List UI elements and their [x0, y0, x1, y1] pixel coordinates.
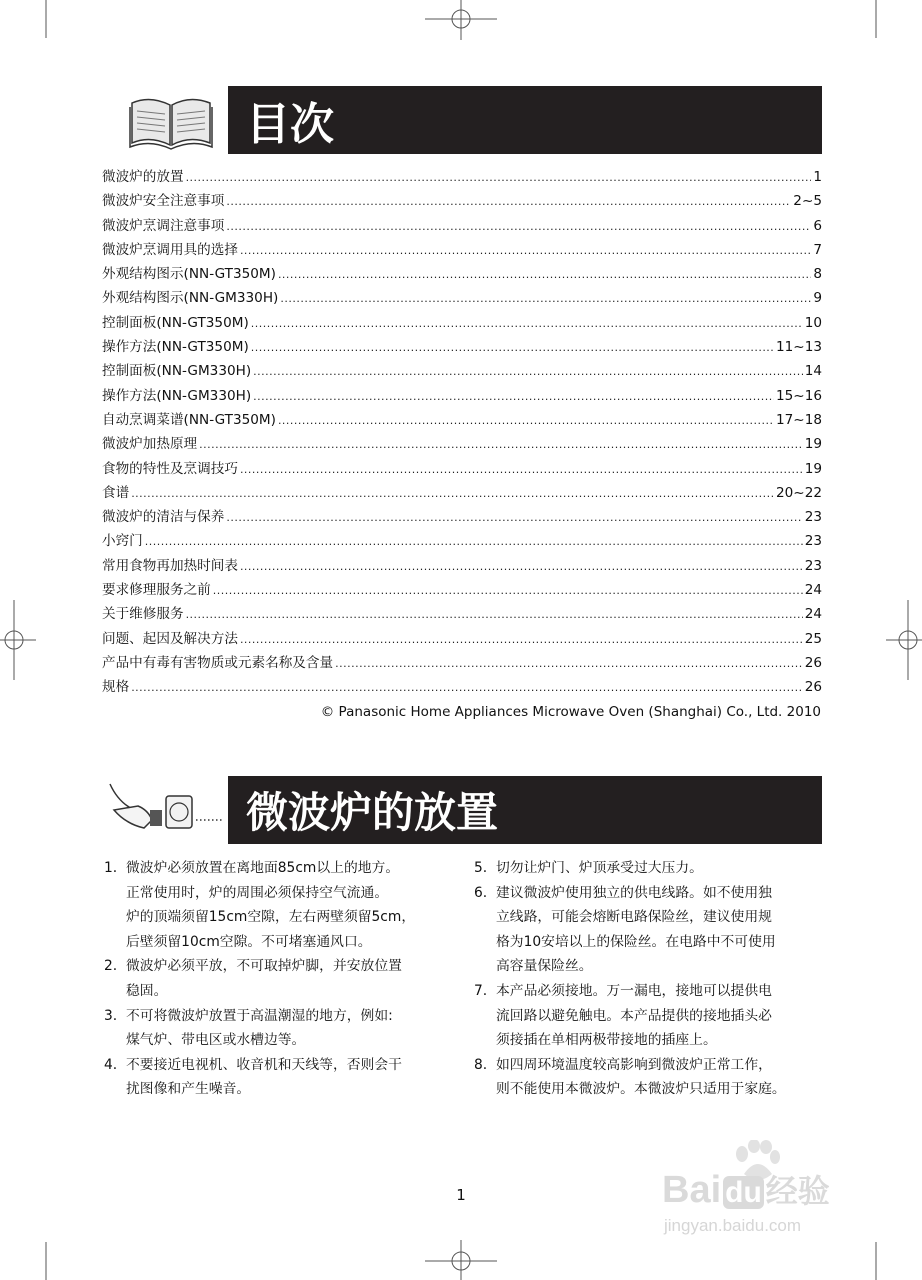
toc-entry-page: 14: [804, 363, 822, 380]
toc-leader-dots: [213, 579, 803, 603]
toc-entry-title: 要求修理服务之前: [102, 582, 211, 599]
toc-entry[interactable]: [102, 627, 822, 651]
toc-entry-page: 10: [804, 314, 822, 331]
toc-leader-dots: [199, 433, 803, 457]
list-item-number: 3.: [104, 1007, 118, 1024]
toc-entry[interactable]: [102, 457, 822, 481]
toc-entry-title: 外观结构图示(NN-GT350M): [102, 266, 276, 283]
watermark-suffix: 经验: [765, 1173, 830, 1209]
toc-entry-title: 微波炉的放置: [102, 169, 184, 185]
toc-entry[interactable]: [102, 408, 822, 432]
toc-entry-page: 2~5: [793, 193, 822, 210]
toc-entry-page: 8: [813, 266, 822, 283]
toc-entry-title: 微波炉烹调用具的选择: [102, 241, 238, 258]
toc-entry[interactable]: [102, 262, 822, 286]
list-item-number: 8.: [474, 1056, 488, 1073]
toc-entry[interactable]: [102, 238, 822, 262]
list-item-number: 1.: [104, 860, 118, 876]
toc-leader-dots: [131, 482, 774, 506]
toc-entry-title: 微波炉的清洁与保养: [102, 509, 225, 526]
list-item-text: [126, 954, 452, 1003]
toc-leader-dots: [186, 166, 812, 190]
list-item-line: 本产品必须接地。万一漏电，接地可以提供电: [496, 982, 772, 999]
plug-socket-icon: [104, 780, 224, 838]
toc-entry-title: 问题、起因及解决方法: [102, 630, 238, 647]
toc-entry[interactable]: [102, 675, 822, 699]
toc-entry-title: 外观结构图示(NN-GM330H): [102, 290, 279, 307]
list-item-line: 如四周环境温度较高影响到微波炉正常工作，: [496, 1056, 772, 1073]
watermark-brand-du: du: [725, 1176, 762, 1209]
toc-entry-page: 7: [813, 241, 822, 258]
toc-leader-dots: [186, 603, 803, 627]
page-number: 1: [456, 1186, 466, 1204]
list-item-text: [126, 1004, 452, 1053]
toc-entry-page: 1: [813, 169, 822, 185]
toc-entry[interactable]: [102, 189, 822, 213]
toc-entry-page: 24: [804, 606, 822, 623]
toc-entry-title: 微波炉安全注意事项: [102, 193, 225, 210]
list-item: [104, 1004, 452, 1053]
toc-entry[interactable]: [102, 432, 822, 456]
toc-entry-title: 控制面板(NN-GT350M): [102, 314, 249, 331]
toc-entry-page: 17~18: [776, 411, 822, 428]
list-item-text: [496, 1053, 824, 1102]
list-item: [474, 1053, 824, 1102]
toc-leader-dots: [278, 263, 811, 287]
list-item-line: 微波炉必须放置在离地面85cm以上的地方。: [126, 860, 400, 876]
toc-entry[interactable]: [102, 554, 822, 578]
toc-heading: 目次: [246, 99, 334, 150]
list-item: [474, 881, 824, 979]
toc-entry-title: 规格: [102, 679, 130, 696]
table-of-contents: [102, 165, 822, 700]
list-item: [104, 856, 452, 954]
list-item-number: 6.: [474, 884, 488, 901]
toc-leader-dots: [253, 360, 803, 384]
list-item-number: 2.: [104, 958, 118, 975]
toc-entry[interactable]: [102, 311, 822, 335]
list-item-line: 须接插在单相两极带接地的插座上。: [496, 1032, 717, 1049]
toc-entry[interactable]: [102, 359, 822, 383]
toc-entry-title: 食物的特性及烹调技巧: [102, 460, 238, 477]
toc-leader-dots: [253, 385, 774, 409]
toc-entry[interactable]: [102, 384, 822, 408]
toc-entry-page: 6: [813, 217, 822, 234]
toc-entry-title: 食谱: [102, 484, 130, 501]
list-item-line: 高容量保险丝。: [496, 958, 593, 975]
toc-entry[interactable]: [102, 505, 822, 529]
placement-list-right: [474, 856, 824, 1102]
toc-entry-title: 产品中有毒有害物质或元素名称及含量: [102, 654, 334, 671]
toc-entry-page: 11~13: [776, 339, 822, 356]
list-item-line: 后壁须留10cm空隙。不可堵塞通风口。: [126, 933, 372, 950]
toc-entry-title: 微波炉烹调注意事项: [102, 217, 225, 234]
toc-entry-title: 微波炉加热原理: [102, 436, 198, 453]
toc-entry-page: 19: [804, 436, 822, 453]
toc-entry-page: 25: [804, 630, 822, 647]
toc-entry[interactable]: [102, 651, 822, 675]
list-item-number: 7.: [474, 982, 488, 999]
list-item-line: 立线路，可能会熔断电路保险丝，建议使用规: [496, 909, 772, 926]
list-item-line: 稳固。: [126, 982, 168, 999]
toc-entry[interactable]: [102, 286, 822, 310]
toc-entry-page: 26: [804, 679, 822, 696]
list-item-text: [126, 856, 452, 954]
list-item-text: [496, 881, 824, 979]
list-item: [474, 979, 824, 1053]
toc-leader-dots: [226, 506, 802, 530]
toc-leader-dots: [278, 409, 774, 433]
list-item-line: 煤气炉、带电区或水槽边等。: [126, 1032, 306, 1049]
toc-entry-page: 9: [813, 290, 822, 307]
toc-leader-dots: [226, 190, 791, 214]
list-item-line: 不可将微波炉放置于高温潮湿的地方，例如:: [126, 1007, 393, 1024]
toc-leader-dots: [335, 652, 803, 676]
watermark-url: jingyan.baidu.com: [664, 1216, 802, 1235]
toc-entry-page: 23: [804, 557, 822, 574]
list-item-line: 建议微波炉使用独立的供电线路。如不使用独: [496, 884, 772, 901]
placement-list-left: [104, 856, 452, 1102]
copyright-notice: © Panasonic Home Appliances Microwave Oven (Shanghai) Co., Ltd. 2010: [320, 704, 821, 720]
toc-entry-page: 15~16: [776, 387, 822, 404]
toc-leader-dots: [240, 555, 803, 579]
list-item: [104, 1053, 452, 1102]
list-item-line: 则不能使用本微波炉。本微波炉只适用于家庭。: [496, 1081, 786, 1098]
list-item-line: 微波炉必须平放，不可取掉炉脚，并安放位置: [126, 958, 402, 975]
list-item-text: [126, 1053, 452, 1102]
toc-entry-page: 26: [804, 654, 822, 671]
toc-entry[interactable]: [102, 165, 822, 189]
toc-entry-title: 关于维修服务: [102, 606, 184, 623]
toc-entry[interactable]: [102, 578, 822, 602]
toc-entry-title: 操作方法(NN-GM330H): [102, 387, 252, 404]
list-item-line: 切勿让炉门、炉顶承受过大压力。: [496, 860, 703, 876]
toc-entry-title: 常用食物再加热时间表: [102, 557, 238, 574]
toc-entry-title: 自动烹调菜谱(NN-GT350M): [102, 411, 276, 428]
toc-entry-title: 小窍门: [102, 533, 143, 550]
toc-entry-page: 20~22: [776, 484, 822, 501]
placement-heading-banner: [228, 776, 822, 844]
watermark-brand: Bai: [662, 1169, 722, 1211]
baidu-jingyan-watermark: [662, 1140, 862, 1250]
toc-entry-page: 19: [804, 460, 822, 477]
list-item-line: 扰图像和产生噪音。: [126, 1081, 251, 1098]
list-item-line: 格为10安培以上的保险丝。在电路中不可使用: [496, 933, 776, 950]
toc-entry-title: 控制面板(NN-GM330H): [102, 363, 252, 380]
toc-entry-page: 23: [804, 533, 822, 550]
toc-leader-dots: [240, 239, 811, 263]
placement-heading: 微波炉的放置: [246, 788, 499, 837]
list-item-line: 不要接近电视机、收音机和天线等，否则会干: [126, 1056, 402, 1073]
list-item-line: 正常使用时，炉的周围必须保持空气流通。: [126, 884, 389, 901]
toc-entry-title: 操作方法(NN-GT350M): [102, 339, 249, 356]
toc-entry-page: 23: [804, 509, 822, 526]
toc-leader-dots: [280, 287, 811, 311]
toc-leader-dots: [251, 312, 803, 336]
toc-leader-dots: [131, 676, 803, 700]
toc-entry[interactable]: [102, 335, 822, 359]
toc-entry[interactable]: [102, 602, 822, 626]
toc-leader-dots: [240, 628, 803, 652]
list-item-line: 流回路以避免触电。本产品提供的接地插头必: [496, 1007, 772, 1024]
list-item: [104, 954, 452, 1003]
toc-entry-page: 24: [804, 582, 822, 599]
list-item: [474, 856, 824, 881]
open-book-icon: [128, 93, 214, 151]
toc-leader-dots: [251, 336, 774, 360]
list-item-number: 5.: [474, 860, 488, 876]
list-item-number: 4.: [104, 1056, 118, 1073]
toc-leader-dots: [226, 215, 811, 239]
toc-heading-banner: [228, 86, 822, 154]
toc-entry[interactable]: [102, 529, 822, 553]
list-item-line: 炉的顶端须留15cm空隙，左右两壁须留5cm，: [126, 909, 416, 926]
toc-entry[interactable]: [102, 214, 822, 238]
toc-leader-dots: [240, 458, 803, 482]
list-item-text: [496, 979, 824, 1053]
toc-entry[interactable]: [102, 481, 822, 505]
toc-leader-dots: [145, 530, 803, 554]
list-item-text: [496, 856, 824, 881]
